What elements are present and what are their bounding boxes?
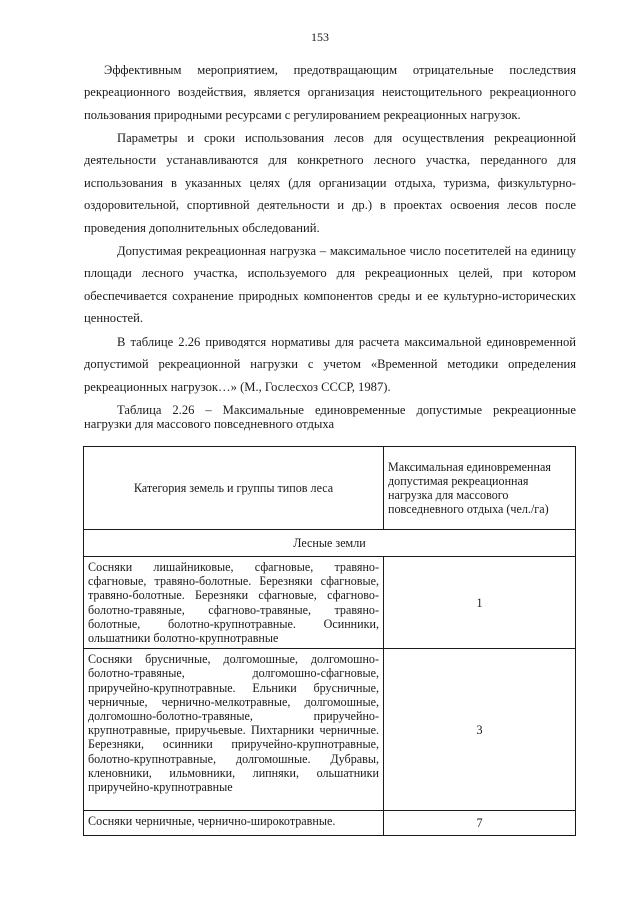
paragraph-intro: Эффективным мероприятием, предотвращающим отрицательные последствия рекреационного воздействия, является организация неистощительного рекреационного пользования природными ресурсами с регулированием рекреационных нагрузок. <box>84 63 576 122</box>
paragraph-table-reference: В таблице 2.26 приводятся нормативы для расчета максимальной единовременной допустимой рекреационной нагрузки с учетом «Временной методики определения рекреационных нагрузок…» (М., Гослесхоз СССР, 1987). <box>84 335 576 394</box>
row-category: Сосняки лишайниковые, сфагновые, травяно-сфагновые, травяно-болотные. Березняки сфагновые, травяно-болотные. Березняки сфагновые, сфагново-болотно-травяные, сфагново-травяные, травяно-болотные, болотно-крупнотравные. Осинники, ольшатники болотно-крупнотравные <box>84 557 384 649</box>
recreational-load-table <box>83 446 576 836</box>
table-row <box>84 649 576 811</box>
row-load-value: 1 <box>384 557 576 649</box>
header-load: Максимальная единовременная допустимая рекреационная нагрузка для массового повседневного отдыха (чел./га) <box>384 447 576 530</box>
table-caption: Таблица 2.26 – Максимальные единовременные допустимые рекреационные нагрузки для массового повседневного отдыха <box>84 403 576 431</box>
table-row <box>84 557 576 649</box>
row-category: Сосняки брусничные, долгомошные, долгомошно-болотно-травяные, долгомошно-сфагновые, приручейно-крупнотравные. Ельники брусничные, черничные, чернично-мелкотравные, долгомошные, долгомошно-болотно-травяные, приручейно-крупнотравные, приручьевые. Пихтарники черничные. Березняки, осинники приручейно-крупнотравные, болотно-крупнотравные, долгомошные. Дубравы, кленовники, ильмовники, липняки, ольшатники приручейно-крупнотравные <box>84 649 384 811</box>
page-number: 153 <box>311 30 329 44</box>
table-header-row <box>84 447 576 530</box>
row-load-value: 3 <box>384 649 576 811</box>
row-load-value: 7 <box>384 811 576 836</box>
paragraph-definition: Допустимая рекреационная нагрузка – максимальное число посетителей на единицу площади лесного участка, используемого для рекреационных целей, при котором обеспечивается сохранение природных компонентов среды и ее культурно-исторических ценностей. <box>84 244 576 326</box>
table-section-row <box>84 530 576 557</box>
row-category: Сосняки черничные, чернично-широкотравные. <box>84 811 384 836</box>
section-forest-lands: Лесные земли <box>84 530 576 557</box>
table-row <box>84 811 576 836</box>
header-category: Категория земель и группы типов леса <box>84 447 384 530</box>
paragraph-parameters: Параметры и сроки использования лесов для осуществления рекреационной деятельности устанавливаются для конкретного лесного участка, переданного для использования в указанных целях (для организации отдыха, туризма, физкультурно-оздоровительной, спортивной деятельности и др.) в проектах освоения лесов после проведения дополнительных обследований. <box>84 131 576 235</box>
